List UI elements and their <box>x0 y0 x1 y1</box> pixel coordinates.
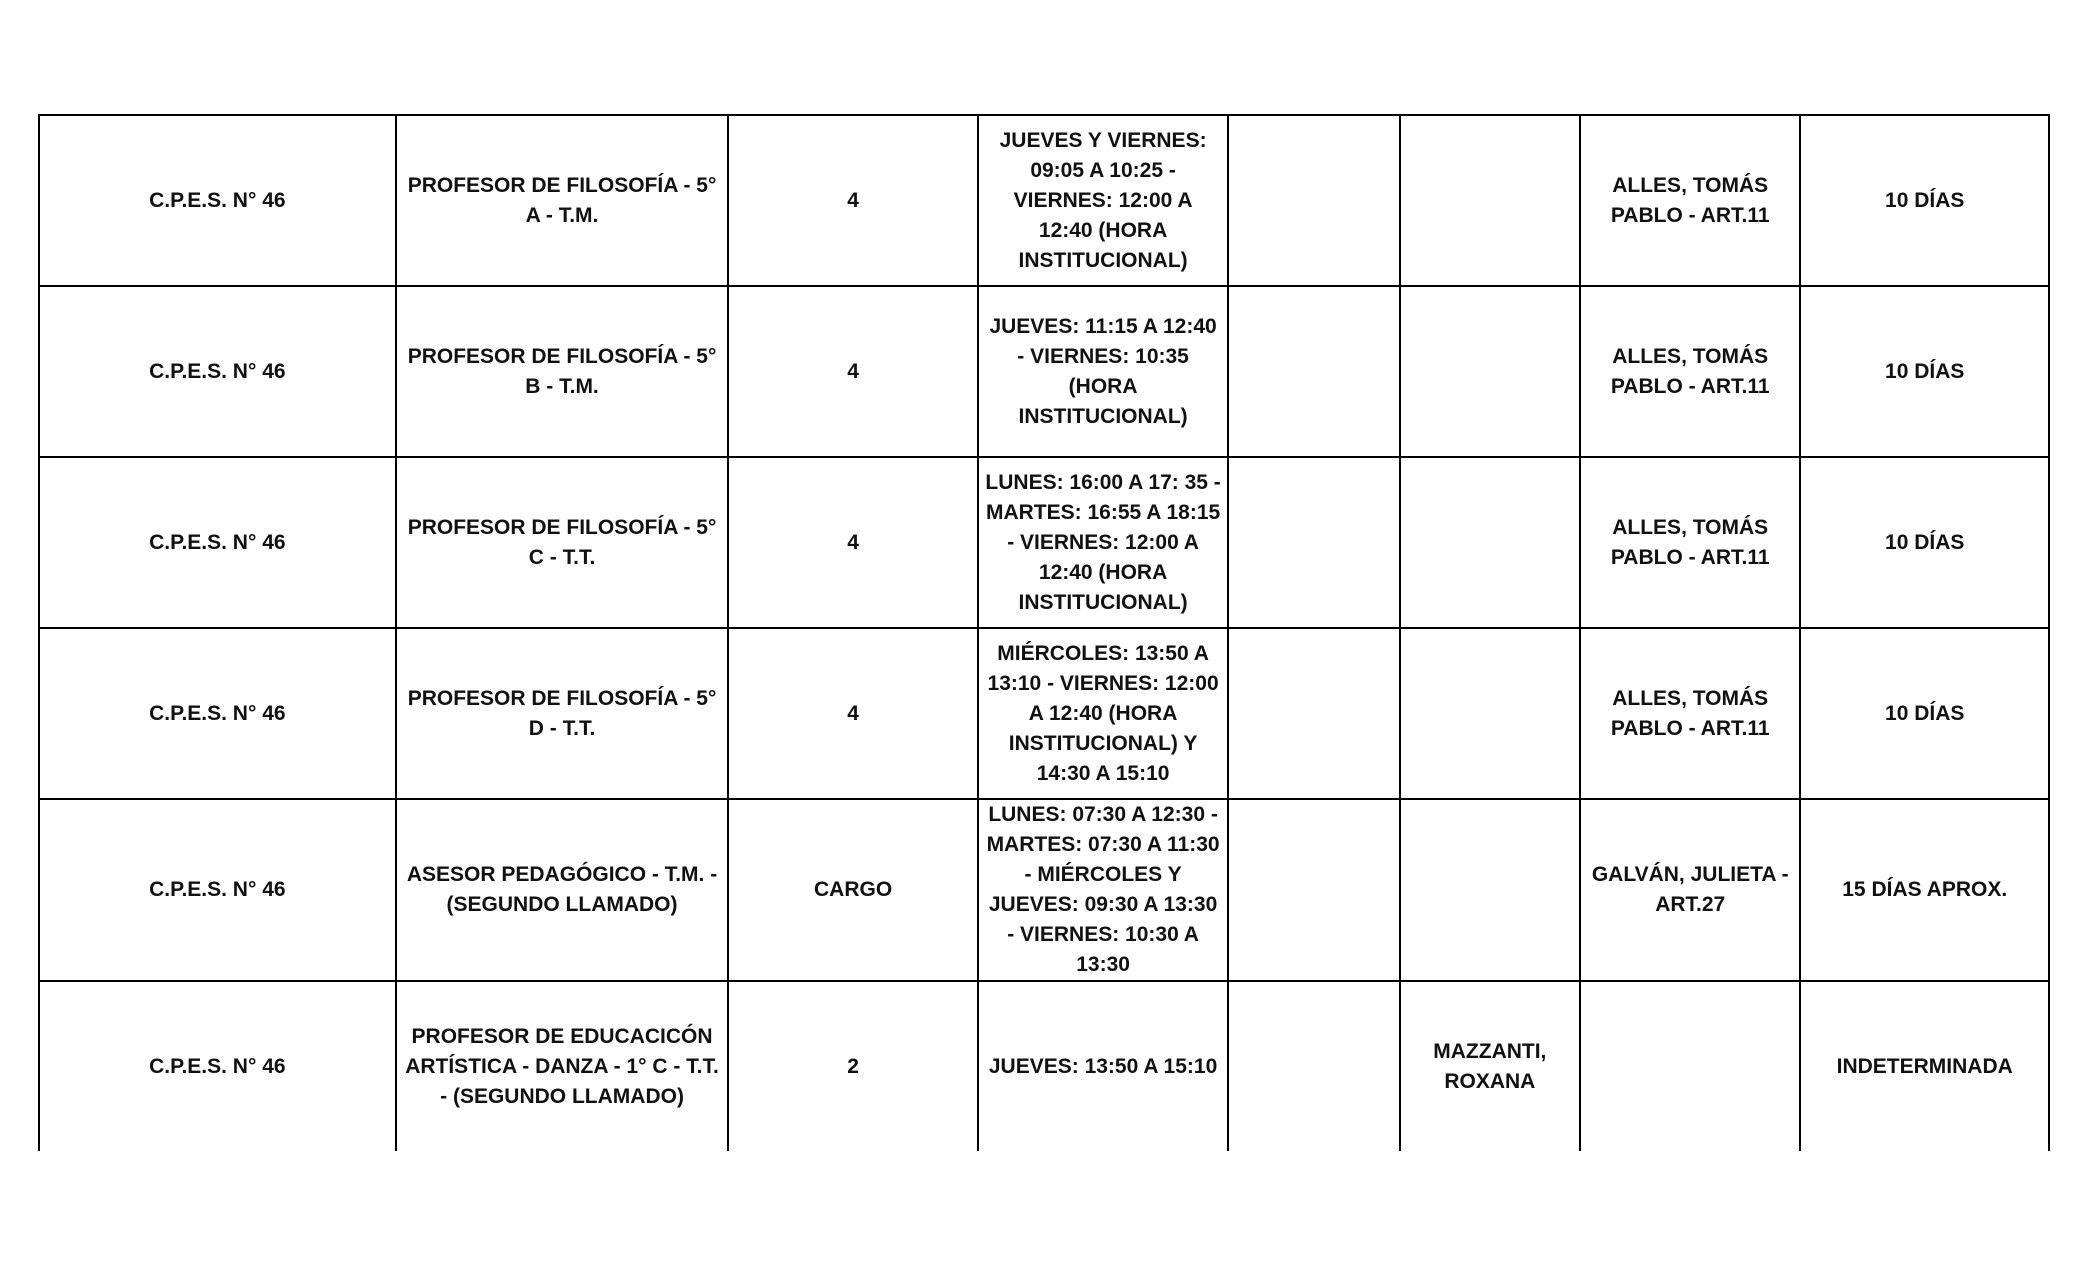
table-body <box>39 115 2049 1151</box>
schedule-cell: JUEVES: 11:15 A 12:40 - VIERNES: 10:35 (HORA INSTITUCIONAL) <box>978 286 1228 457</box>
holder-cell <box>1400 628 1580 799</box>
schedule-cell: JUEVES Y VIERNES: 09:05 A 10:25 - VIERNES: 12:00 A 12:40 (HORA INSTITUCIONAL) <box>978 115 1228 286</box>
replaces-cell: ALLES, TOMÁS PABLO - ART.11 <box>1580 115 1800 286</box>
replaces-cell: ALLES, TOMÁS PABLO - ART.11 <box>1580 457 1800 628</box>
hours-cell: 2 <box>728 981 977 1151</box>
empty-cell <box>1228 799 1399 981</box>
schedule-cell: MIÉRCOLES: 13:50 A 13:10 - VIERNES: 12:00 A 12:40 (HORA INSTITUCIONAL) Y 14:30 A 15:10 <box>978 628 1228 799</box>
table-row <box>39 981 2049 1151</box>
table-row <box>39 799 2049 981</box>
empty-cell <box>1228 457 1399 628</box>
institution-cell: C.P.E.S. N° 46 <box>39 981 396 1151</box>
vacancies-table <box>38 114 2050 1151</box>
schedule-cell: LUNES: 07:30 A 12:30 - MARTES: 07:30 A 11:30 - MIÉRCOLES Y JUEVES: 09:30 A 13:30 - VIERNES: 10:30 A 13:30 <box>978 799 1228 981</box>
empty-cell <box>1228 628 1399 799</box>
institution-cell: C.P.E.S. N° 46 <box>39 457 396 628</box>
position-cell: PROFESOR DE FILOSOFÍA - 5° A - T.M. <box>396 115 729 286</box>
institution-cell: C.P.E.S. N° 46 <box>39 628 396 799</box>
hours-cell: CARGO <box>728 799 977 981</box>
holder-cell <box>1400 457 1580 628</box>
duration-cell: 10 DÍAS <box>1800 115 2049 286</box>
institution-cell: C.P.E.S. N° 46 <box>39 799 396 981</box>
position-cell: PROFESOR DE FILOSOFÍA - 5° D - T.T. <box>396 628 729 799</box>
empty-cell <box>1228 981 1399 1151</box>
duration-cell: 10 DÍAS <box>1800 457 2049 628</box>
holder-cell <box>1400 115 1580 286</box>
position-cell: PROFESOR DE FILOSOFÍA - 5° B - T.M. <box>396 286 729 457</box>
empty-cell <box>1228 115 1399 286</box>
holder-cell <box>1400 799 1580 981</box>
table-row <box>39 115 2049 286</box>
duration-cell: 10 DÍAS <box>1800 286 2049 457</box>
position-cell: ASESOR PEDAGÓGICO - T.M. - (SEGUNDO LLAMADO) <box>396 799 729 981</box>
institution-cell: C.P.E.S. N° 46 <box>39 115 396 286</box>
empty-cell <box>1228 286 1399 457</box>
holder-cell <box>1400 286 1580 457</box>
hours-cell: 4 <box>728 628 977 799</box>
holder-cell: MAZZANTI, ROXANA <box>1400 981 1580 1151</box>
replaces-cell: ALLES, TOMÁS PABLO - ART.11 <box>1580 628 1800 799</box>
hours-cell: 4 <box>728 286 977 457</box>
schedule-cell: LUNES: 16:00 A 17: 35 - MARTES: 16:55 A 18:15 - VIERNES: 12:00 A 12:40 (HORA INSTITUCIONAL) <box>978 457 1228 628</box>
duration-cell: 15 DÍAS APROX. <box>1800 799 2049 981</box>
institution-cell: C.P.E.S. N° 46 <box>39 286 396 457</box>
table-row <box>39 457 2049 628</box>
duration-cell: 10 DÍAS <box>1800 628 2049 799</box>
schedule-cell: JUEVES: 13:50 A 15:10 <box>978 981 1228 1151</box>
position-cell: PROFESOR DE EDUCACICÓN ARTÍSTICA - DANZA - 1° C - T.T. - (SEGUNDO LLAMADO) <box>396 981 729 1151</box>
hours-cell: 4 <box>728 457 977 628</box>
replaces-cell <box>1580 981 1800 1151</box>
replaces-cell: GALVÁN, JULIETA - ART.27 <box>1580 799 1800 981</box>
duration-cell: INDETERMINADA <box>1800 981 2049 1151</box>
replaces-cell: ALLES, TOMÁS PABLO - ART.11 <box>1580 286 1800 457</box>
table-row <box>39 628 2049 799</box>
table-row <box>39 286 2049 457</box>
hours-cell: 4 <box>728 115 977 286</box>
position-cell: PROFESOR DE FILOSOFÍA - 5° C - T.T. <box>396 457 729 628</box>
